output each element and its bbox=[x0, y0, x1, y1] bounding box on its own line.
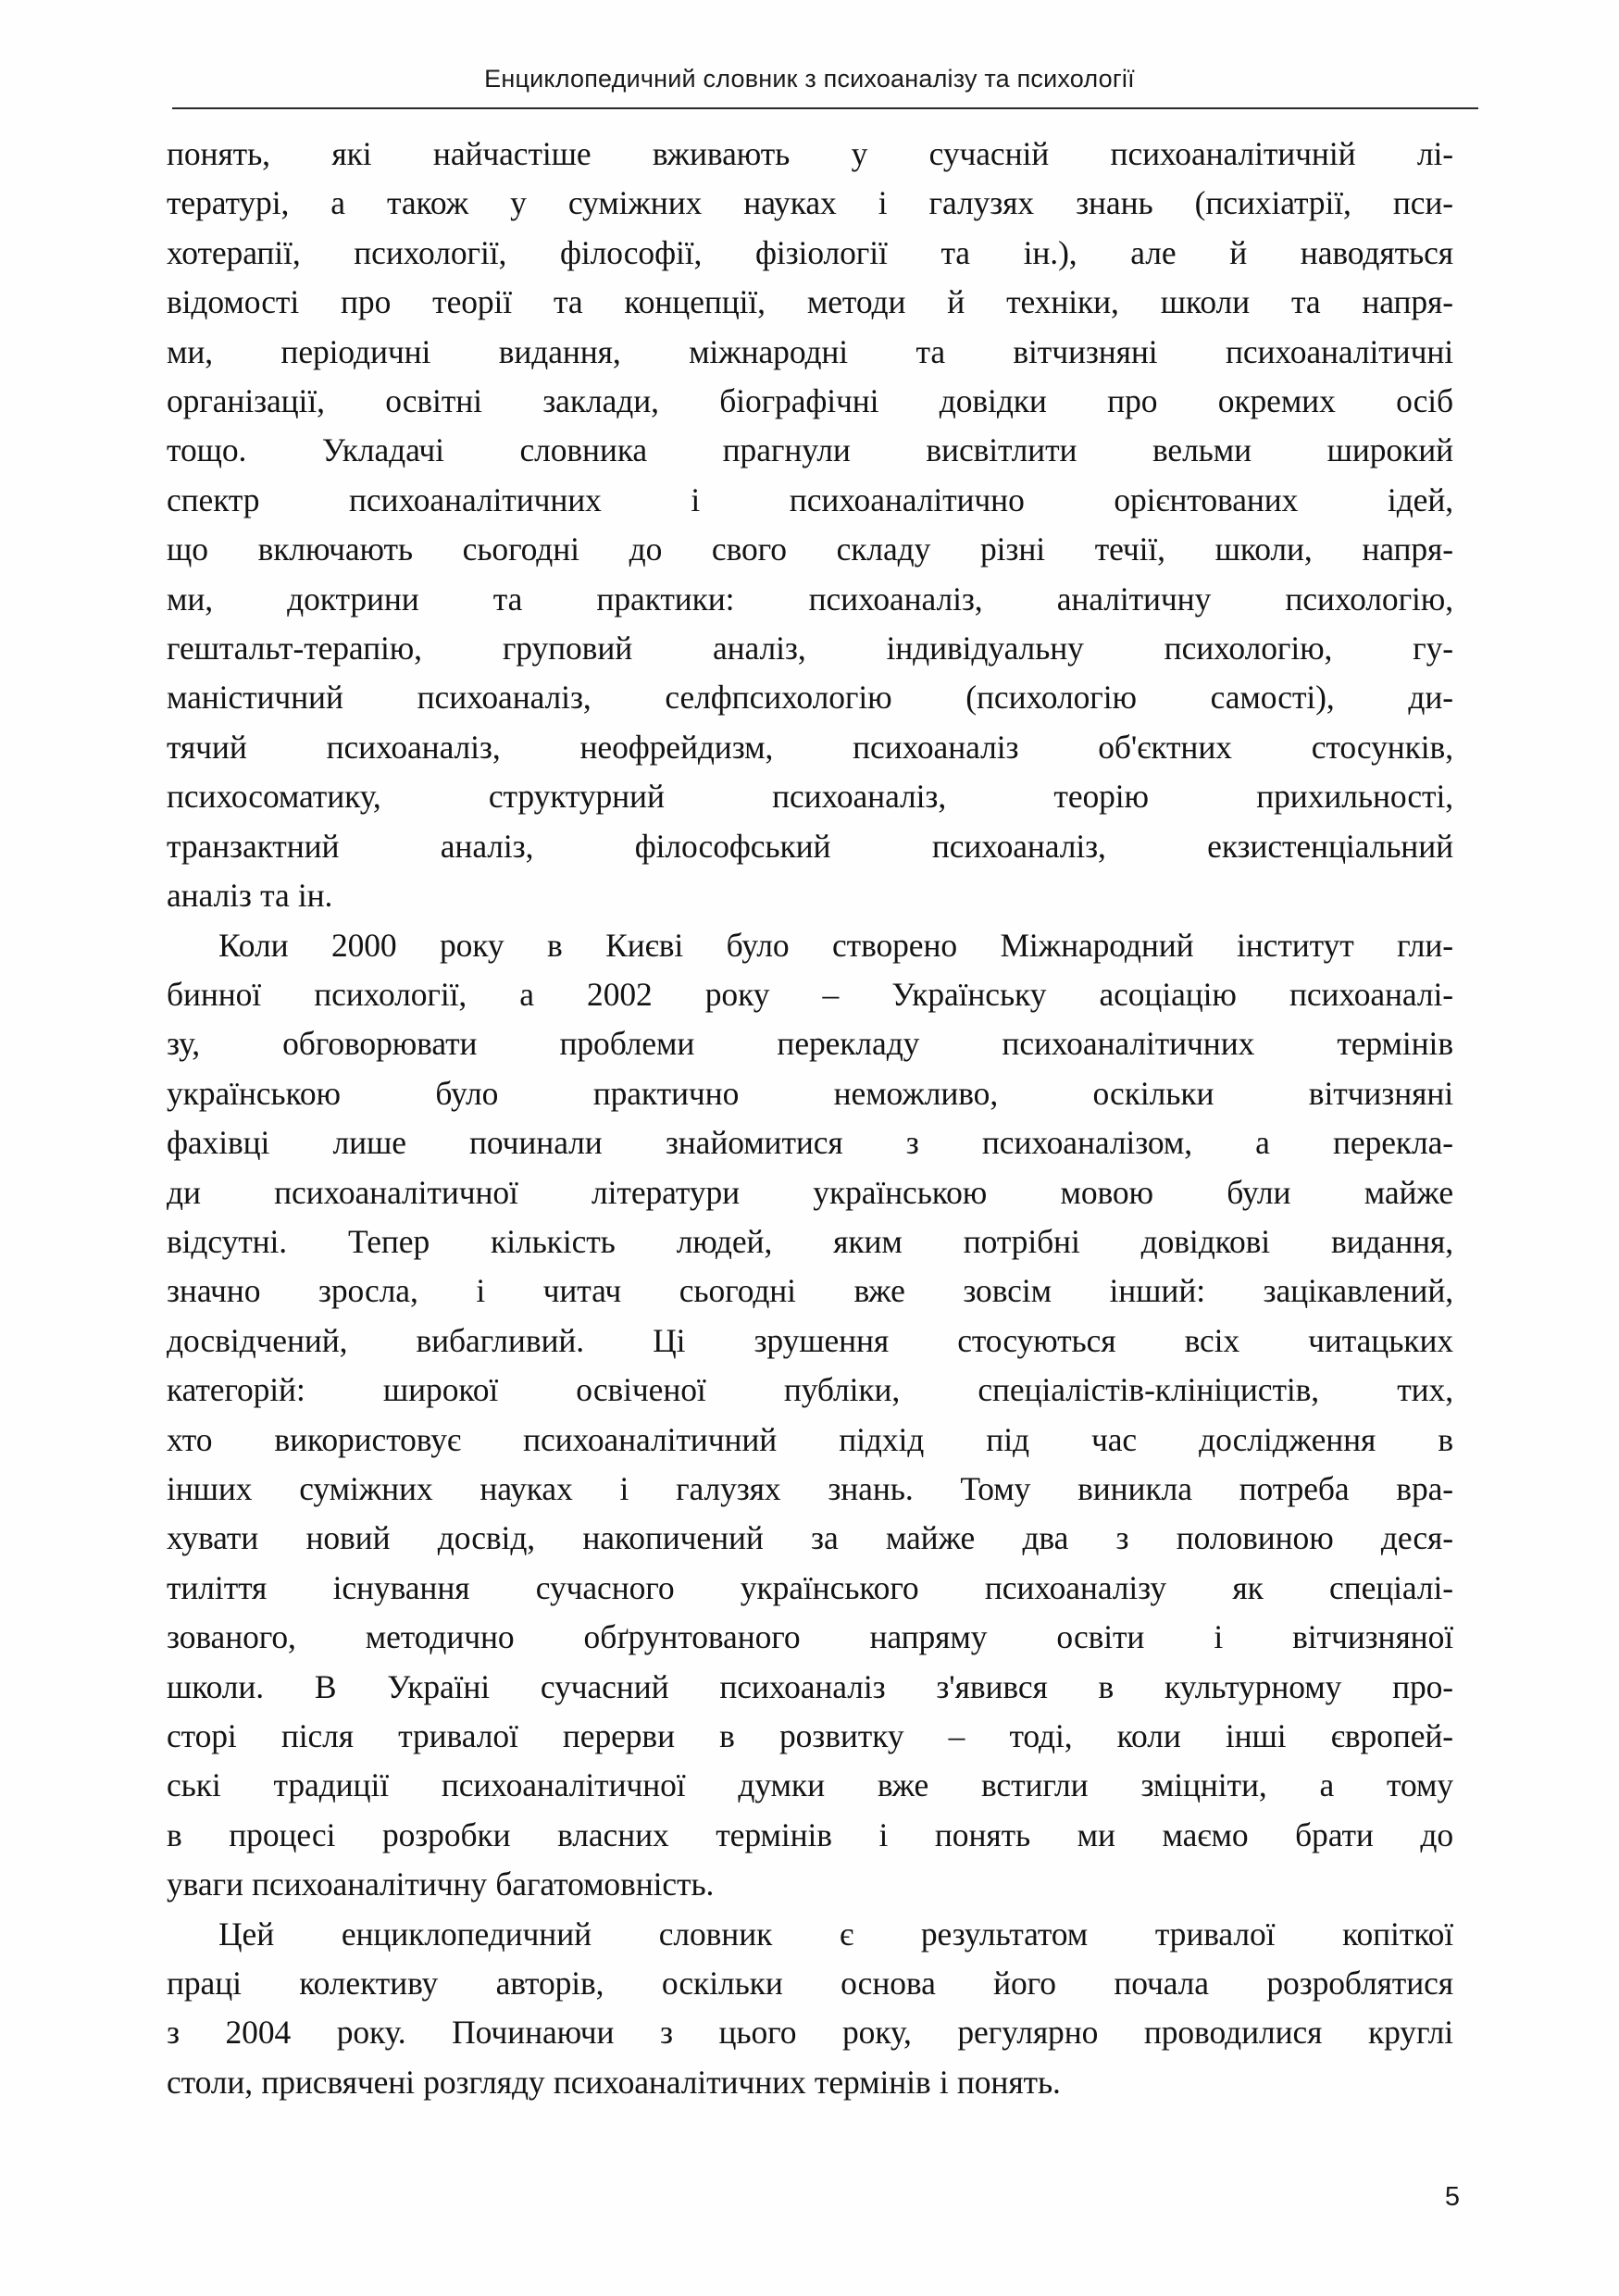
text-line: зованого, методично обґрунтованого напряму освіти і вітчизняної bbox=[167, 1618, 1453, 1656]
text-line: понять, які найчастіше вживають у сучасній психоаналітичній лі- bbox=[167, 135, 1453, 172]
text-line: тощо. Укладачі словника прагнули висвітлити вельми широкий bbox=[167, 431, 1453, 469]
text-line: сторі після тривалої перерви в розвитку – тоді, коли інші європей- bbox=[167, 1717, 1453, 1754]
text-line: аналіз та ін. bbox=[167, 877, 333, 915]
text-line: значно зросла, і читач сьогодні вже зовсім інший: зацікавлений, bbox=[167, 1272, 1453, 1310]
text-line: праці колективу авторів, оскільки основа його почала розроблятися bbox=[167, 1965, 1453, 2003]
text-line: ди психоаналітичної літератури українською мовою були майже bbox=[167, 1173, 1453, 1211]
text-line: організації, освітні заклади, біографічні довідки про окремих осіб bbox=[167, 382, 1453, 420]
text-line: відсутні. Тепер кількість людей, яким потрібні довідкові видання, bbox=[167, 1222, 1453, 1260]
text-line: досвідчений, вибагливий. Ці зрушення стосуються всіх читацьких bbox=[167, 1321, 1453, 1359]
text-line: інших суміжних науках і галузях знань. Тому виникла потреба вра- bbox=[167, 1469, 1453, 1507]
text-line: ми, доктрини та практики: психоаналіз, аналітичну психологію, bbox=[167, 580, 1453, 618]
text-line: бинної психології, а 2002 року – Українську асоціацію психоаналі- bbox=[167, 975, 1453, 1013]
page-number: 5 bbox=[1444, 2182, 1460, 2212]
text-line: хотерапії, психології, філософії, фізіології та ін.), але й наводяться bbox=[167, 233, 1453, 271]
text-line: столи, присвячені розгляду психоаналітичних термінів і понять. bbox=[167, 2063, 1061, 2101]
text-line: хто використовує психоаналітичний підхід під час дослідження в bbox=[167, 1420, 1453, 1458]
text-line: тиліття існування сучасного українського психоаналізу як спеціалі- bbox=[167, 1568, 1453, 1606]
paragraph bbox=[167, 921, 1453, 1910]
text-line: маністичний психоаналіз, селфпсихологію (психологію самості), ди- bbox=[167, 679, 1453, 717]
text-line: школи. В Україні сучасний психоаналіз з'явився в культурному про- bbox=[167, 1667, 1453, 1705]
text-line: гештальт-терапію, груповий аналіз, індивідуальну психологію, гу- bbox=[167, 630, 1453, 668]
paragraph bbox=[167, 1910, 1453, 2108]
running-head: Енциклопедичний словник з психоаналізу та психології bbox=[484, 65, 1135, 93]
text-line: що включають сьогодні до свого складу різні течії, школи, напря- bbox=[167, 530, 1453, 568]
text-line: спектр психоаналітичних і психоаналітично орієнтованих ідей, bbox=[167, 480, 1453, 518]
text-line: українською було практично неможливо, оскільки вітчизняні bbox=[167, 1074, 1453, 1112]
text-line: ми, періодичні видання, міжнародні та вітчизняні психоаналітичні bbox=[167, 332, 1453, 370]
body-text-block bbox=[167, 130, 1453, 2107]
text-line: Цей енциклопедичний словник є результатом тривалої копіткої bbox=[218, 1915, 1453, 1953]
text-line: ські традиції психоаналітичної думки вже встигли зміцніти, а тому bbox=[167, 1766, 1453, 1804]
text-line: в процесі розробки власних термінів і понять ми маємо брати до bbox=[167, 1816, 1453, 1853]
text-line: тературі, а також у суміжних науках і галузях знань (психіатрії, пси- bbox=[167, 184, 1453, 222]
text-line: тячий психоаналіз, неофрейдизм, психоаналіз об'єктних стосунків, bbox=[167, 728, 1453, 766]
text-line: Коли 2000 року в Києві було створено Міжнародний інститут гли- bbox=[218, 926, 1453, 964]
text-line: транзактний аналіз, філософський психоаналіз, екзистенціальний bbox=[167, 827, 1453, 865]
text-line: психосоматику, структурний психоаналіз, теорію прихильності, bbox=[167, 778, 1453, 816]
text-line: хувати новий досвід, накопичений за майже два з половиною деся- bbox=[167, 1519, 1453, 1557]
text-line: уваги психоаналітичну багатомовність. bbox=[167, 1866, 715, 1903]
text-line: фахівці лише починали знайомитися з психоаналізом, а перекла- bbox=[167, 1124, 1453, 1162]
text-line: зу, обговорювати проблеми перекладу психоаналітичних термінів bbox=[167, 1025, 1453, 1063]
text-line: відомості про теорії та концепції, методи й техніки, школи та напря- bbox=[167, 283, 1453, 321]
text-line: з 2004 року. Починаючи з цього року, регулярно проводилися круглі bbox=[167, 2014, 1453, 2052]
paragraph bbox=[167, 130, 1453, 921]
header-rule bbox=[172, 107, 1478, 109]
text-line: категорій: широкої освіченої публіки, спеціалістів-клініцистів, тих, bbox=[167, 1371, 1453, 1409]
